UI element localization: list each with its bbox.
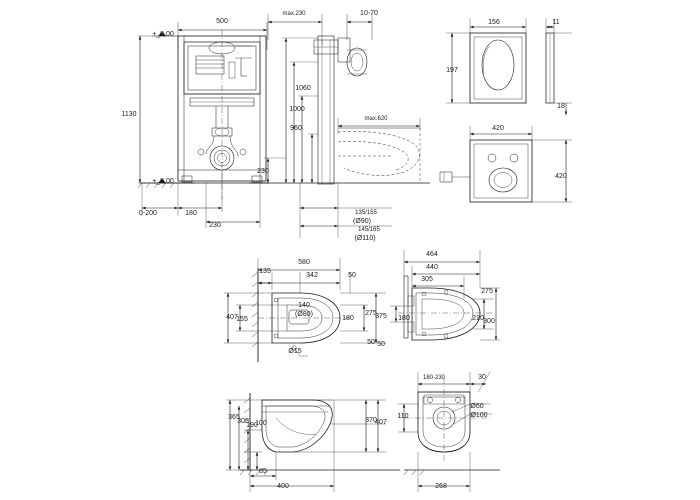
dimension-label: 156	[488, 19, 500, 26]
dimension-label: 420	[555, 173, 567, 180]
dimension-label: 305	[421, 276, 433, 283]
dimension-label: 145/165	[358, 227, 380, 233]
dimension-label: 300	[483, 318, 495, 325]
dimension-label: 18	[557, 103, 565, 110]
dimension-label: 440	[426, 264, 438, 271]
dimension-label: 305	[237, 418, 249, 425]
dimension-label: 370	[365, 417, 377, 424]
dimension-label: 135/155	[355, 210, 377, 216]
dimension-label: 210	[472, 315, 484, 322]
dimension-label: 100	[255, 420, 267, 427]
dimension-label: 464	[426, 251, 438, 258]
dimension-label: 1000	[289, 106, 305, 113]
dimension-label: 960	[290, 125, 302, 132]
dimension-label: 268	[435, 483, 447, 490]
dimension-label: 1130	[121, 111, 137, 118]
dimension-label: Ø100	[470, 412, 488, 419]
dimension-label: 230	[257, 168, 269, 175]
dimension-label: 140	[298, 302, 310, 309]
dimension-label: 85	[259, 468, 267, 475]
dimension-label: Ø60	[470, 403, 484, 410]
dimension-label: 180	[342, 315, 354, 322]
dimension-label: 50	[348, 272, 356, 279]
dimension-label: 180	[185, 210, 197, 217]
dimension-label: 342	[306, 272, 318, 279]
dimension-label: 400	[277, 483, 289, 490]
dimension-label: max.230	[282, 11, 306, 17]
dimension-label: Ø15	[288, 348, 302, 355]
dimension-label: 275	[365, 310, 377, 317]
dimension-label: 190	[246, 422, 258, 429]
dimension-label: 1060	[295, 85, 311, 92]
dimension-label: 155	[236, 316, 248, 323]
dimension-label: 50	[367, 339, 375, 346]
dimension-label: 10-70	[360, 10, 378, 17]
dimension-label: 50	[377, 341, 385, 348]
dimension-label: (Ø90)	[353, 218, 371, 225]
dimension-label: +_0,00	[152, 178, 174, 185]
dimension-label: 11	[552, 19, 560, 26]
dimension-label: +_0,00	[152, 31, 174, 38]
dimension-label: 180-230	[422, 375, 446, 381]
dimension-label: 500	[216, 18, 228, 25]
dimension-label: 0-200	[139, 210, 157, 217]
dimension-label: 420	[492, 125, 504, 132]
dimension-label: 365	[228, 414, 240, 421]
dimension-label: max.620	[364, 116, 388, 122]
dimension-label: 180	[398, 315, 410, 322]
dimension-label: (Ø110)	[354, 235, 376, 242]
dimension-label: (Ø80)	[295, 311, 313, 318]
dimension-label: 30	[478, 374, 486, 381]
dimension-label: 110	[397, 413, 409, 420]
dimension-label: 275	[481, 288, 493, 295]
dimension-label: 375	[375, 313, 387, 320]
dimension-label: 580	[298, 259, 310, 266]
dimension-label: 407	[375, 419, 387, 426]
dimension-label: 230	[209, 222, 221, 229]
dimension-label: 407	[226, 314, 238, 321]
dimension-label: 197	[446, 67, 458, 74]
dimension-label: 135	[259, 268, 271, 275]
